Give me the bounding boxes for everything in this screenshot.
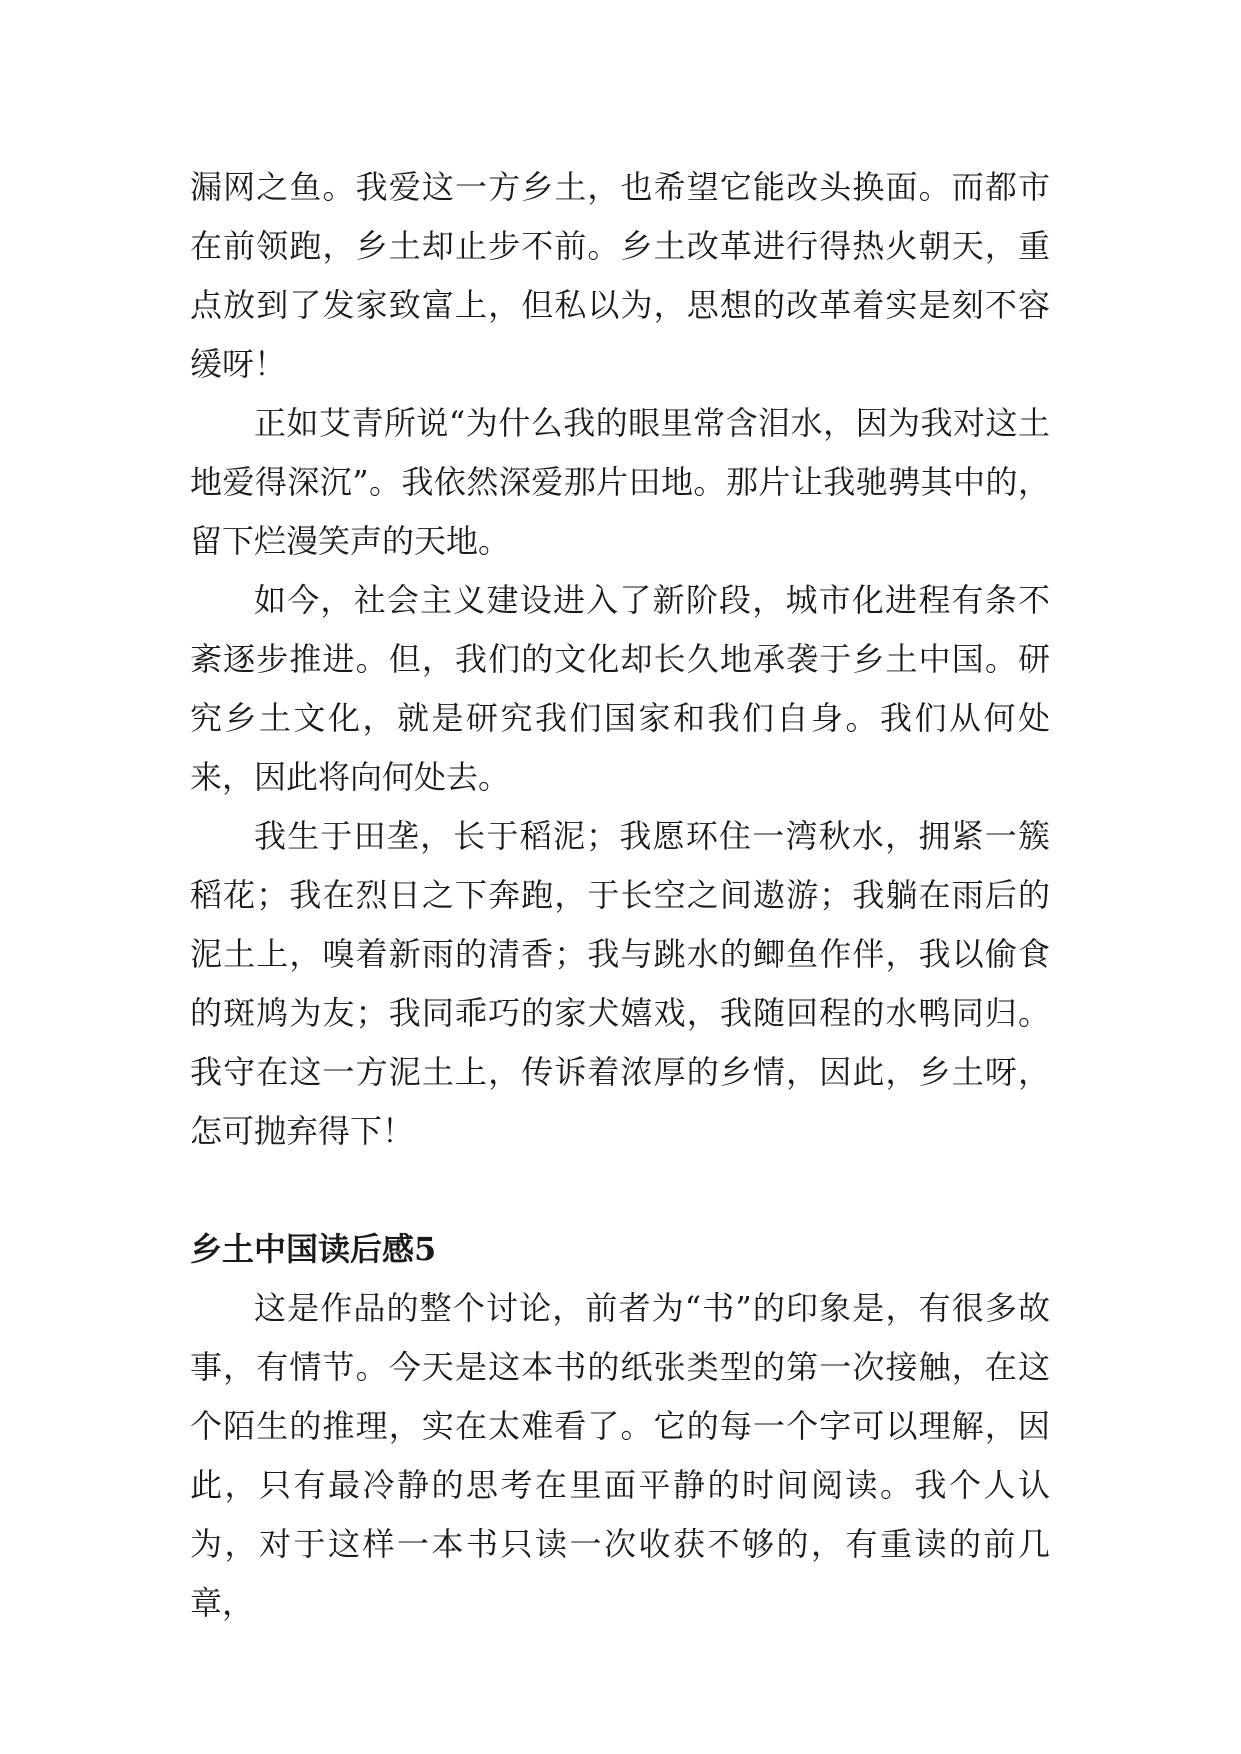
document-body: [190, 158, 1050, 1633]
section-title: 乡土中国读后感5: [190, 1230, 437, 1268]
paragraph-spacer: [190, 1161, 1050, 1220]
paragraph: 正如艾青所说“为什么我的眼里常含泪水，因为我对这土地爱得深沉”。我依然深爱那片田地。那片让我驰骋其中的，留下烂漫笑声的天地。: [190, 404, 1050, 560]
paragraph: 我生于田垄，长于稻泥；我愿环住一湾秋水，拥紧一簇稻花；我在烈日之下奔跑，于长空之间遨游；我躺在雨后的泥土上，嗅着新雨的清香；我与跳水的鲫鱼作伴，我以偷食的斑鸠为友；我同乖巧的家犬嬉戏，我随回程的水鸭同归。我守在这一方泥土上，传诉着浓厚的乡情，因此，乡土呀，怎可抛弃得下！: [190, 817, 1050, 1150]
paragraph: 漏网之鱼。我爱这一方乡土，也希望它能改头换面。而都市在前领跑，乡土却止步不前。乡土改革进行得热火朝天，重点放到了发家致富上，但私以为，思想的改革着实是刻不容缓呀！: [190, 168, 1050, 383]
paragraph: 如今，社会主义建设进入了新阶段，城市化进程有条不紊逐步推进。但，我们的文化却长久地承袭于乡土中国。研究乡土文化，就是研究我们国家和我们自身。我们从何处来，因此将向何处去。: [190, 581, 1050, 796]
paragraph: 这是作品的整个讨论，前者为“书”的印象是，有很多故事，有情节。今天是这本书的纸张类型的第一次接触，在这个陌生的推理，实在太难看了。它的每一个字可以理解，因此，只有最冷静的思考在里面平静的时间阅读。我个人认为，对于这样一本书只读一次收获不够的，有重读的前几章，: [190, 1289, 1050, 1622]
